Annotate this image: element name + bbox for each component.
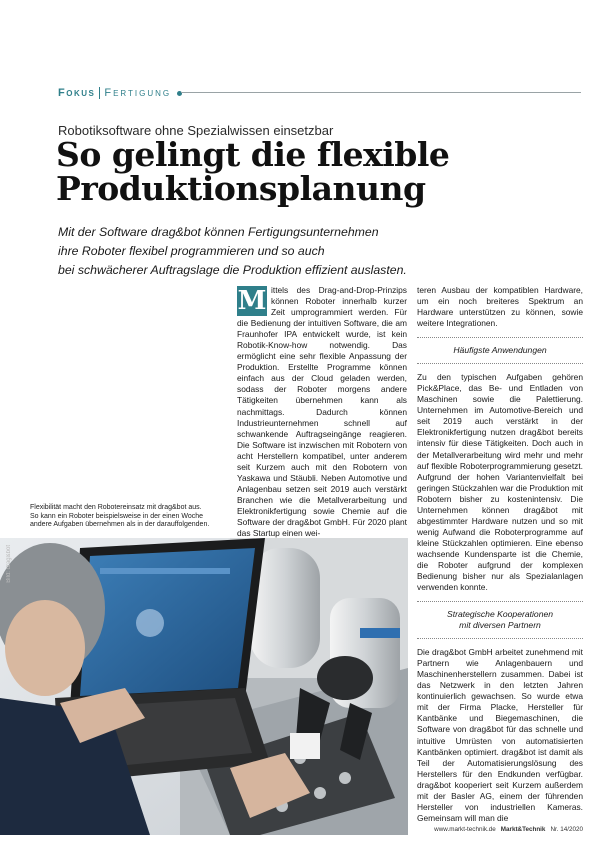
- subheading: [417, 601, 583, 639]
- footer-url: www.markt-technik.de: [434, 826, 496, 833]
- footer-issue: Nr. 14/2020: [550, 826, 583, 833]
- lead-line: ihre Roboter flexibel programmieren und so auch: [58, 244, 325, 258]
- body-text: Zu den typischen Aufgaben gehören Pick&Place, das Be- und Entladen von Maschinen sowie die Palettierung. Unternehmen im Automotive-Bereich und seit 2019 auch verstärkt in der Elektronikfertigung nutzen drag&bot bereits intensiv für diese Tätigkeiten. Doch auch in der Metallverarbeitung wird mehr und mehr auf flexible Roboterprogrammierung gesetzt. Aufgrund der hohen Variantenvielfalt bei geringen Stückzahlen war die Produktion mit Robotern bisher zu kostenintensiv. Die Unternehmen können drag&bot mit abgestimmter Hardware nutzen und so mit wenig Aufwand die Roboterprogramme auf kleine Stückzahlen optimieren. Eine ebenso wachsende Kundensparte ist die Chemie, die Roboter aufgrund der komplexen Bedienung bisher nur als Spezialanlagen verwenden konnte.: [417, 372, 583, 593]
- article-photo: [0, 538, 408, 835]
- lead-line: Mit der Software drag&bot können Fertigungsunternehmen: [58, 225, 379, 239]
- body-text: teren Ausbau der kompatiblen Hardware, um ein noch breiteres Spektrum an Hardware unterstützen zu können, sowie weitere Integrationen.: [417, 285, 583, 329]
- lead-line: bei schwächerer Auftragslage die Produktion effizient auslasten.: [58, 263, 407, 277]
- subheading-text: Strategische Kooperationen: [446, 609, 554, 620]
- section-header: [58, 84, 182, 102]
- body-column-2: [417, 285, 583, 824]
- drop-cap: M: [237, 286, 267, 316]
- title-line: Produktionsplanung: [56, 169, 426, 208]
- subheading-text: mit diversen Partnern: [459, 620, 541, 631]
- page-footer: [434, 826, 583, 833]
- photo-credit: Bild: drag&bot: [6, 545, 12, 583]
- caption-line: andere Aufgaben übernehmen als in der darauffolgenden.: [30, 521, 210, 529]
- section-label: Fokus: [58, 87, 96, 99]
- page-title: [56, 135, 450, 208]
- header-rule: [181, 92, 581, 93]
- body-column-1: [237, 285, 407, 539]
- body-text: ittels des Drag-and-Drop-Prinzips können Roboter innerhalb kurzer Zeit umprogrammiert werden. Für die Bedienung der intuitiven Software, die am Fraunhofer IPA entwickelt wurde, ist kein Robotik-Know-how notwendig. Das ermöglicht eine sehr flexible Anpassung der Produktion. Erstellte Programme können einfach aus der Cloud geladen werden, sodass der Roboter morgens andere Tätigkeiten übernehmen kann als nachmittags. Dadurch können Industrieunternehmen schnell auf schwankende Auftragseingänge reagieren. Die Software ist inzwischen mit Robotern von acht Herstellern kompatibel, unter anderem seit Kurzem auch mit den Robotern von Yaskawa und Stäubli. Neben Automotive und Anlagenbau setzen seit 2019 auch verstärkt Branchen wie die Metallverarbeitung und Elektronikfertigung sowie Chemie auf die Software der drag&bot GmbH. Für 2020 plant das Startup einen wei-: [237, 285, 407, 539]
- photo-caption: [30, 504, 230, 530]
- rubric-label: Fertigung: [104, 87, 172, 99]
- title-line: So gelingt die flexible: [56, 135, 450, 174]
- caption-line: So kann ein Roboter beispielsweise in der einen Woche: [30, 512, 204, 520]
- footer-brand: Markt&Technik: [500, 826, 546, 833]
- caption-line: Flexibilität macht den Robotereinsatz mit drag&bot aus.: [30, 504, 202, 511]
- header-divider: [99, 87, 100, 99]
- photo-illustration: [0, 538, 408, 835]
- body-text: Die drag&bot GmbH arbeitet zunehmend mit Partnern wie Anlagenbauern und Maschinenherstellern zusammen. Dabei ist das Netzwerk in den letzten Jahren kontinuierlich gewachsen. So wurde etwa mit der Firma Placke, Hersteller für Kantbänke und Biegemaschinen, die Software von drag&bot für das schnelle und intuitive Umrüsten von automatisierten Kantbänken optimiert. drag&bot ist damit als Teil der Automatisierungslösung des Herstellers für den Endkunden verfügbar. drag&bot kooperiert seit Kurzem außerdem mit der Basler AG, einem der führenden Hersteller von industriellen Kameras. Gemeinsam will man die: [417, 647, 583, 823]
- subheading: [417, 337, 583, 364]
- subheading-text: Häufigste Anwendungen: [453, 345, 547, 356]
- kicker: Robotiksoftware ohne Spezialwissen einsetzbar: [58, 123, 334, 138]
- lead-paragraph: [58, 223, 558, 280]
